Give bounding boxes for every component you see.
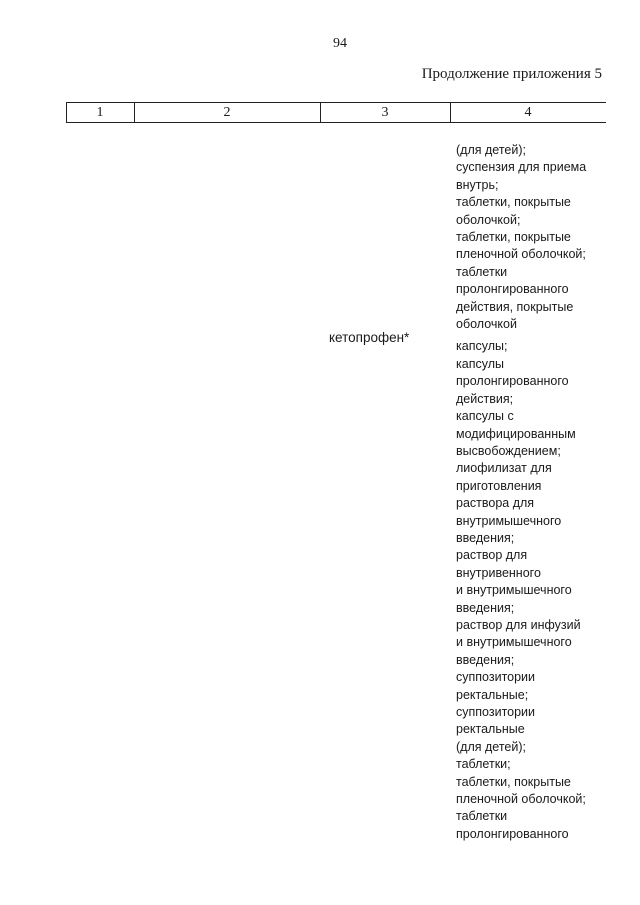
dosage-form-line: ректальные;	[456, 687, 529, 702]
column-number-3: 3	[381, 105, 389, 120]
dosage-form-line: приготовления	[456, 478, 542, 493]
dosage-form-line: таблетки	[456, 809, 508, 824]
dosage-form-line: оболочкой;	[456, 212, 521, 227]
dosage-forms-list	[456, 142, 616, 843]
dosage-form-line: таблетки;	[456, 757, 511, 772]
dosage-form-line: (для детей);	[456, 143, 526, 157]
dosage-form-line: и внутримышечного	[456, 635, 572, 650]
dosage-form-line: капсулы	[456, 356, 504, 371]
dosage-form-line: модифицированным	[456, 426, 576, 441]
dosage-form-line: таблетки	[456, 264, 508, 279]
dosage-form-line: действия;	[456, 391, 514, 406]
column-number-1: 1	[96, 105, 104, 120]
dosage-form-line: внутрь;	[456, 177, 499, 192]
dosage-form-line: оболочкой	[456, 317, 517, 332]
dosage-form-line: таблетки, покрытые	[456, 195, 571, 210]
dosage-form-line: суспензия для приема	[456, 160, 587, 175]
dosage-form-line: таблетки, покрытые	[456, 774, 571, 789]
dosage-form-line: раствора для	[456, 496, 535, 511]
dosage-form-line: (для детей);	[456, 739, 526, 754]
table-header	[66, 102, 606, 122]
dosage-form-line: ректальные	[456, 722, 525, 737]
dosage-form-line: введения;	[456, 600, 515, 615]
dosage-form-line: пленочной оболочкой;	[456, 247, 586, 262]
dosage-form-line: раствор для	[456, 548, 528, 563]
dosage-form-line: введения;	[456, 530, 515, 545]
dosage-form-line: таблетки, покрытые	[456, 230, 571, 245]
page-number: 94	[333, 36, 347, 51]
dosage-form-line: лиофилизат для	[456, 461, 552, 476]
dosage-form-line: пленочной оболочкой;	[456, 792, 586, 807]
dosage-form-line: суппозитории	[456, 670, 536, 685]
dosage-form-line: введения;	[456, 652, 515, 667]
table-top-rule	[66, 102, 606, 103]
dosage-form-line: пролонгированного	[456, 374, 569, 389]
dosage-form-line: пролонгированного	[456, 282, 569, 297]
dosage-form-line: пролонгированного	[456, 826, 569, 841]
dosage-form-line: суппозитории	[456, 705, 536, 719]
dosage-form-line: внутривенного	[456, 565, 541, 580]
appendix-continuation: Продолжение приложения 5	[421, 66, 602, 82]
dosage-form-line: капсулы;	[456, 339, 508, 354]
dosage-form-line: и внутримышечного	[456, 583, 572, 598]
dosage-form-line: капсулы с	[456, 409, 514, 424]
dosage-form-line: действия, покрытые	[456, 299, 574, 314]
column-number-2: 2	[223, 105, 231, 120]
table-header-bottom-rule	[66, 122, 606, 123]
dosage-form-line: высвобождением;	[456, 443, 561, 458]
drug-name: кетопрофен*	[329, 330, 410, 345]
dosage-form-line: внутримышечного	[456, 513, 562, 528]
dosage-form-line: раствор для инфузий	[456, 617, 581, 632]
column-number-4: 4	[524, 105, 532, 120]
